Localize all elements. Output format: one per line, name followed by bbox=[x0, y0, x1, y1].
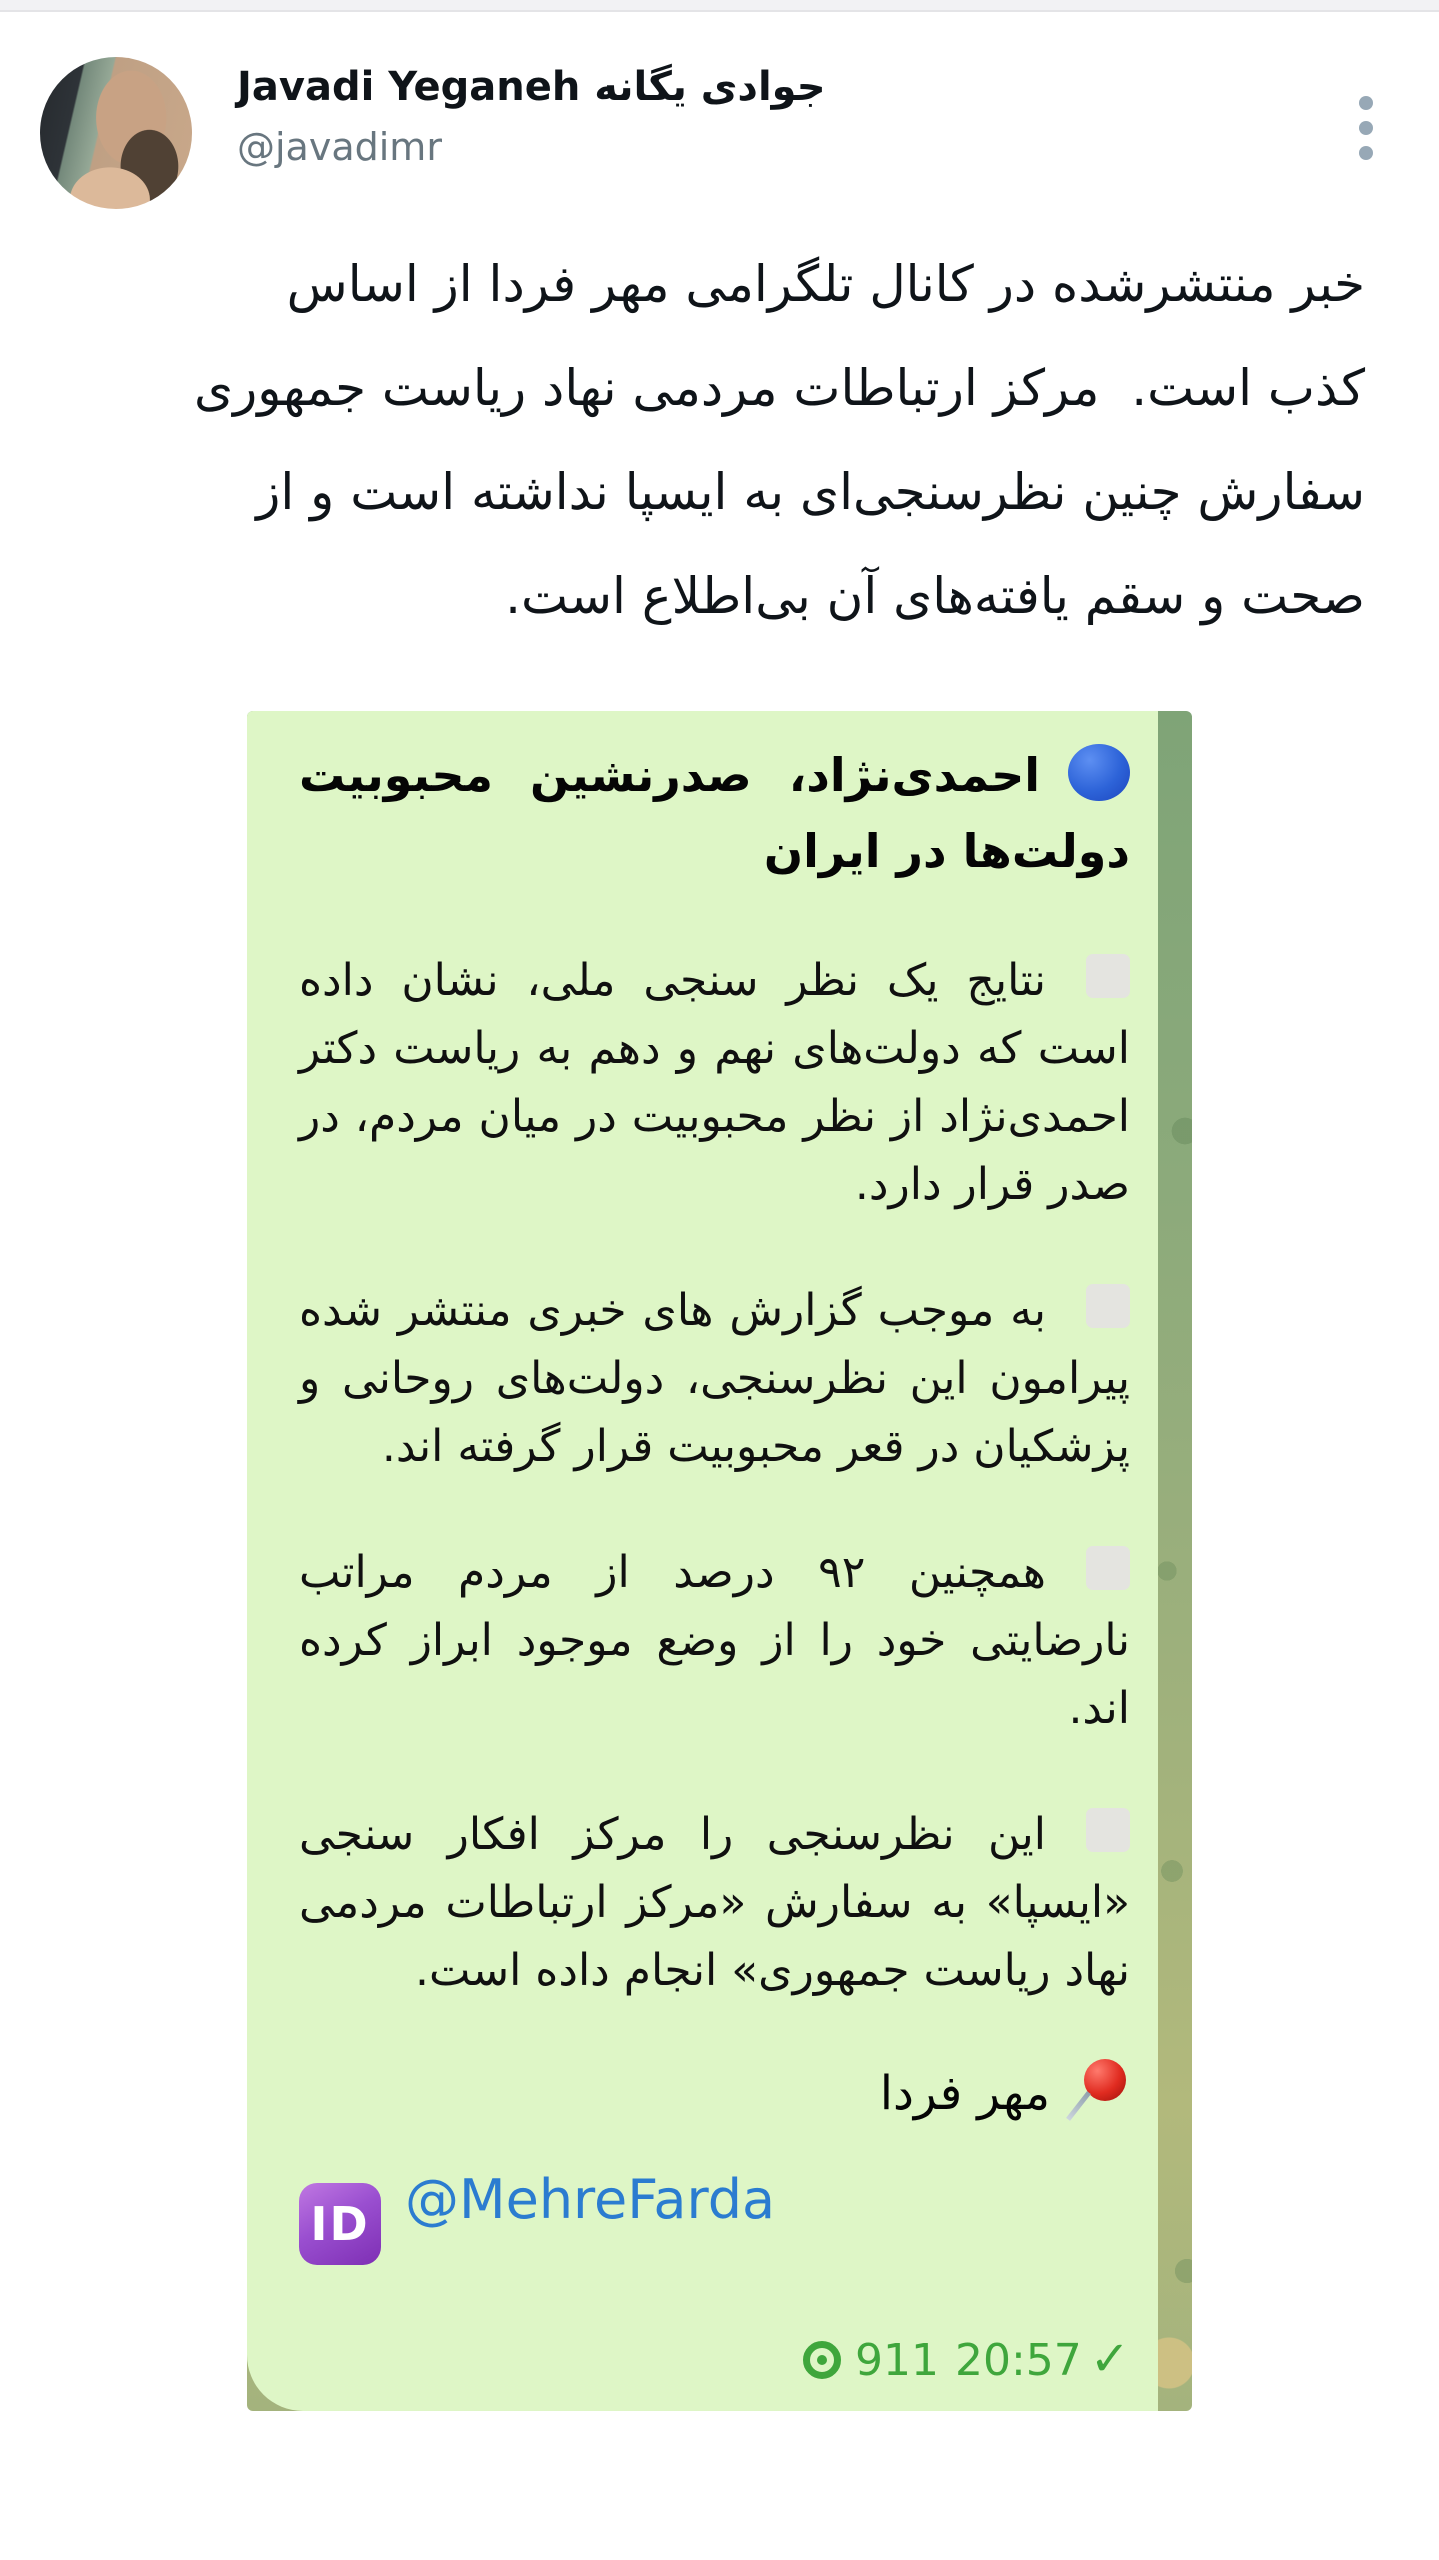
message-meta bbox=[299, 2333, 1130, 2387]
tweet-text-line: کذب است. مرکز ارتباطات مردمی نهاد ریاست جمهوری bbox=[194, 359, 1365, 417]
author-handle: @javadimr bbox=[237, 125, 442, 169]
blue-circle-icon bbox=[1068, 744, 1130, 801]
author-block[interactable] bbox=[237, 62, 826, 170]
pushpin-icon bbox=[1066, 2059, 1130, 2123]
views-count: 911 bbox=[854, 2335, 939, 2386]
kebab-dot-icon bbox=[1359, 121, 1373, 135]
tweet-text-line: خبر منتشرشده در کانال تلگرامی مهر فردا از اساس bbox=[286, 255, 1365, 313]
embedded-telegram-screenshot[interactable] bbox=[247, 711, 1192, 2411]
white-square-icon bbox=[1086, 1808, 1130, 1852]
id-badge-icon: ID bbox=[299, 2183, 381, 2265]
channel-signature-text: مهر فردا bbox=[879, 2066, 1050, 2121]
top-edge-strip bbox=[0, 0, 1439, 12]
kebab-dot-icon bbox=[1359, 146, 1373, 160]
telegram-paragraph bbox=[299, 1277, 1130, 1481]
kebab-dot-icon bbox=[1359, 96, 1373, 110]
author-name[interactable]: Javadi Yeganeh جوادی یگانه bbox=[237, 64, 826, 110]
views-eye-icon bbox=[803, 2341, 841, 2379]
telegram-paragraph bbox=[299, 1539, 1130, 1743]
channel-handle-link: @MehreFarda bbox=[405, 2168, 776, 2231]
delivered-check-icon: ✓ bbox=[1089, 2331, 1130, 2387]
white-square-icon bbox=[1086, 1546, 1130, 1590]
tweet-text bbox=[36, 232, 1365, 648]
telegram-post-title-text: احمدی‌نژاد، صدرنشین محبوبیت دولت‌ها در ایران bbox=[299, 748, 1130, 878]
telegram-paragraph-text: نتایج یک نظر سنجی ملی، نشان داده است که دولت‌های نهم و دهم به ریاست دکتر احمدی‌نژاد از نظر محبوبیت در میان مردم، در صدر قرار دارد. bbox=[299, 955, 1130, 1210]
telegram-paragraph bbox=[299, 947, 1130, 1219]
channel-signature bbox=[299, 2059, 1130, 2129]
avatar[interactable] bbox=[40, 57, 192, 209]
telegram-paragraph-text: همچنین ۹۲ درصد از مردم مراتب نارضایتی خود را از وضع موجود ابراز کرده اند. bbox=[299, 1547, 1130, 1734]
tweet-text-line: سفارش چنین نظرسنجی‌ای به ایسپا نداشته است و از bbox=[256, 463, 1365, 521]
message-time: 20:57 bbox=[954, 2335, 1082, 2386]
telegram-message-bubble bbox=[247, 711, 1158, 2411]
telegram-paragraph-text: این نظرسنجی را مرکز افکار سنجی «ایسپا» به سفارش «مرکز ارتباطات مردمی نهاد ریاست جمهوری» انجام داده است. bbox=[299, 1809, 1130, 1996]
white-square-icon bbox=[1086, 954, 1130, 998]
channel-handle-line bbox=[299, 2157, 1130, 2265]
white-square-icon bbox=[1086, 1284, 1130, 1328]
telegram-paragraph-text: به موجب گزارش های خبری منتشر شده پیرامون این نظرسنجی، دولت‌های روحانی و پزشکیان در قعر محبوبیت قرار گرفته اند. bbox=[299, 1285, 1130, 1472]
tweet-text-line: صحت و سقم یافته‌های آن بی‌اطلاع است. bbox=[505, 567, 1365, 625]
telegram-paragraph bbox=[299, 1801, 1130, 2005]
more-menu-button[interactable] bbox=[1350, 88, 1382, 168]
telegram-post-title bbox=[299, 737, 1130, 889]
